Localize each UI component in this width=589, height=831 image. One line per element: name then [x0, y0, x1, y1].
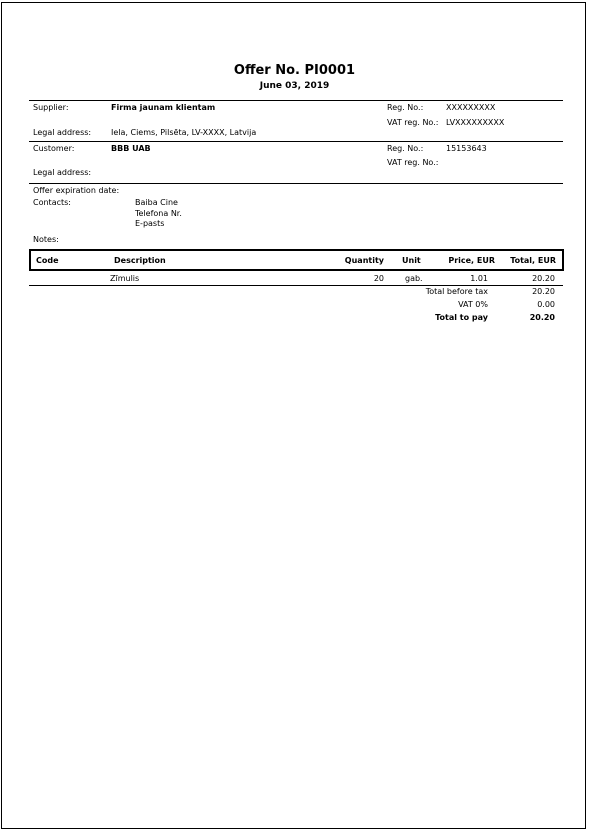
contact-name: Baiba Cine [135, 198, 178, 207]
notes-label: Notes: [33, 235, 59, 244]
offer-expiration-label: Offer expiration date: [33, 186, 120, 195]
customer-legal-address-label: Legal address: [33, 168, 92, 177]
header-description: Description [114, 256, 166, 265]
vat-label: VAT 0% [458, 300, 488, 309]
header-unit: Unit [402, 256, 421, 265]
total-before-tax-value: 20.20 [532, 287, 555, 296]
supplier-vat-label: VAT reg. No.: [387, 118, 439, 127]
header-price: Price, EUR [448, 256, 495, 265]
total-to-pay-value: 20.20 [529, 313, 555, 322]
customer-name: BBB UAB [111, 144, 151, 153]
divider-offer [29, 183, 563, 184]
supplier-legal-address-label: Legal address: [33, 128, 92, 137]
row-quantity: 20 [373, 274, 384, 283]
row-divider [29, 285, 563, 286]
header-total: Total, EUR [510, 256, 556, 265]
row-total: 20.20 [532, 274, 555, 283]
contact-email: E-pasts [135, 219, 165, 228]
divider-customer [29, 141, 563, 142]
total-to-pay-label: Total to pay [435, 313, 488, 322]
customer-label: Customer: [33, 144, 75, 153]
contacts-label: Contacts: [33, 198, 71, 207]
supplier-legal-address: Iela, Ciems, Pilsēta, LV-XXXX, Latvija [111, 128, 257, 137]
document-page [1, 2, 586, 829]
items-table-header [29, 249, 564, 271]
document-date: June 03, 2019 [259, 81, 330, 91]
supplier-vat-value: LVXXXXXXXXX [446, 118, 505, 127]
row-description: Zīmulis [110, 274, 140, 283]
header-code: Code [36, 256, 59, 265]
supplier-name: Firma jaunam klientam [111, 103, 216, 112]
customer-reg-value: 15153643 [446, 144, 487, 153]
total-before-tax-label: Total before tax [425, 287, 488, 296]
supplier-label: Supplier: [33, 103, 69, 112]
document-title: Offer No. PI0001 [233, 63, 356, 78]
row-price: 1.01 [470, 274, 488, 283]
row-unit: gab. [405, 274, 423, 283]
supplier-reg-label: Reg. No.: [387, 103, 424, 112]
header-quantity: Quantity [344, 256, 384, 265]
supplier-reg-value: XXXXXXXXX [446, 103, 496, 112]
divider-top [29, 100, 563, 101]
vat-value: 0.00 [537, 300, 555, 309]
customer-vat-label: VAT reg. No.: [387, 158, 439, 167]
contact-phone: Telefona Nr. [135, 209, 182, 218]
customer-reg-label: Reg. No.: [387, 144, 424, 153]
